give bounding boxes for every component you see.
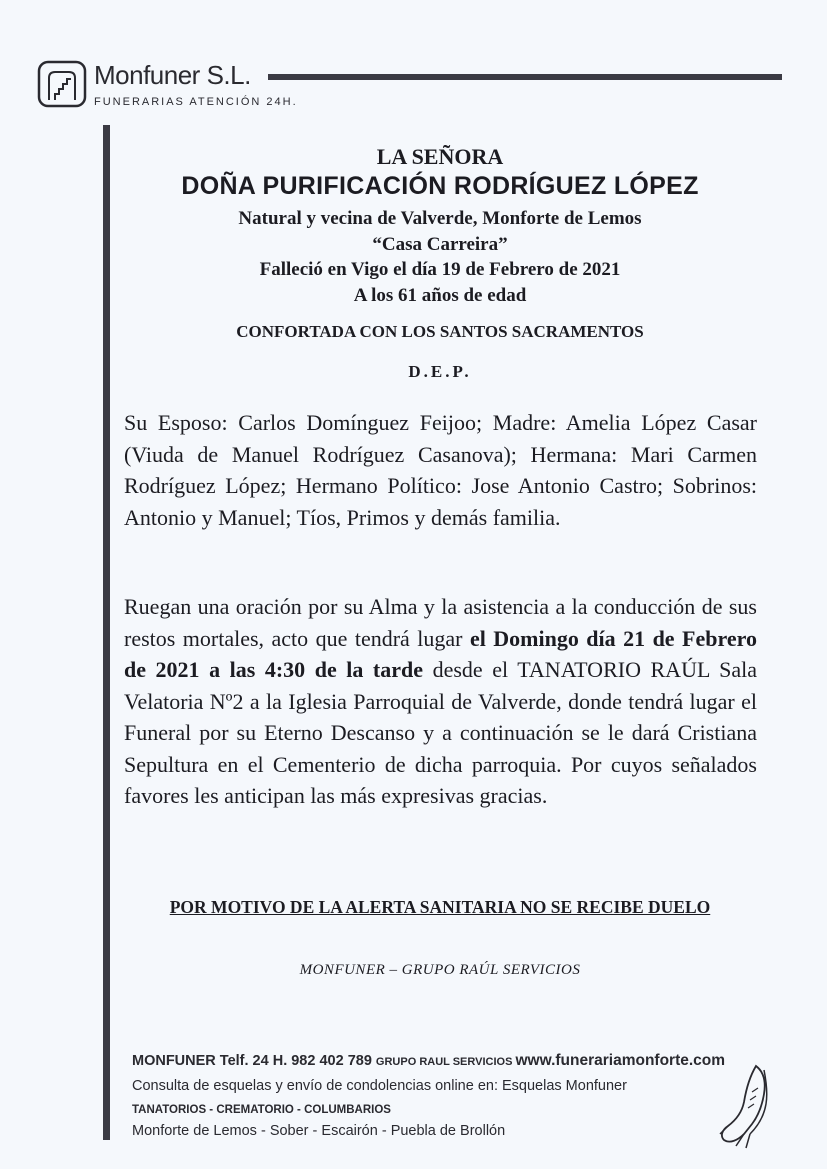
side-divider xyxy=(103,125,110,1140)
age-line: A los 61 años de edad xyxy=(353,285,527,306)
deceased-name: DOÑA PURIFICACIÓN RODRÍGUEZ LÓPEZ xyxy=(181,172,699,200)
footer-website-link[interactable]: www.funerariamonforte.com xyxy=(515,1052,726,1069)
dep-line: D.E.P. xyxy=(408,362,472,381)
death-line: Falleció en Vigo el día 19 de Febrero de 2021 xyxy=(259,259,621,280)
footer-contact xyxy=(132,1052,725,1070)
house-name: “Casa Carreira” xyxy=(372,234,508,255)
brand-tagline: FUNERARIAS ATENCIÓN 24H. xyxy=(94,96,298,108)
title-line: LA SEÑORA xyxy=(376,144,504,169)
footer-group: GRUPO RAUL SERVICIOS xyxy=(375,1056,516,1068)
origin-line: Natural y vecina de Valverde, Monforte de Lemos xyxy=(238,208,642,229)
footer-locations: Monforte de Lemos - Sober - Escairón - Puebla de Brollón xyxy=(132,1123,506,1139)
signature: MONFUNER – GRUPO RAÚL SERVICIOS xyxy=(299,962,581,978)
ceremony-paragraph xyxy=(124,591,757,812)
ceremony-rest: desde el TANATORIO RAÚL Sala Velatoria Nº2 a la Iglesia Parroquial de Valverde, donde tendrá lugar el Funeral por su Eterno Descanso y a continuación se le dará Cristiana Sepultura en el Cementerio de dicha parroquia. Por cuyos señalados favores les anticipan las más expresivas gracias. xyxy=(124,657,757,808)
stairs-logo-icon xyxy=(37,60,87,108)
footer-services: TANATORIOS - CREMATORIO - COLUMBARIOS xyxy=(132,1104,391,1116)
ceremony-date: el Domingo día 21 de Febrero de 2021 a las 4:30 de la tarde xyxy=(124,625,757,682)
sacraments-line: CONFORTADA CON LOS SANTOS SACRAMENTOS xyxy=(236,322,644,341)
ceremony-intro: Ruegan una oración por su Alma y la asistencia a la conducción de sus restos mortales, acto que tendrá lugar xyxy=(124,594,757,651)
footer-online: Consulta de esquelas y envío de condolencias online en: Esquelas Monfuner xyxy=(132,1078,627,1094)
brand-name: Monfuner S.L. xyxy=(94,60,251,90)
praying-hands-icon xyxy=(716,1062,782,1150)
footer-company: MONFUNER Telf. 24 H. 982 402 789 xyxy=(132,1053,376,1069)
family-paragraph: Su Esposo: Carlos Domínguez Feijoo; Madre: Amelia López Casar (Viuda de Manuel Rodríguez Casanova); Hermana: Mari Carmen Rodríguez López; Hermano Político: Jose Antonio Castro; Sobrinos: Antonio y Manuel; Tíos, Primos y demás familia. xyxy=(124,410,757,530)
health-alert-notice: POR MOTIVO DE LA ALERTA SANITARIA NO SE RECIBE DUELO xyxy=(169,897,711,917)
header-divider xyxy=(268,74,782,80)
